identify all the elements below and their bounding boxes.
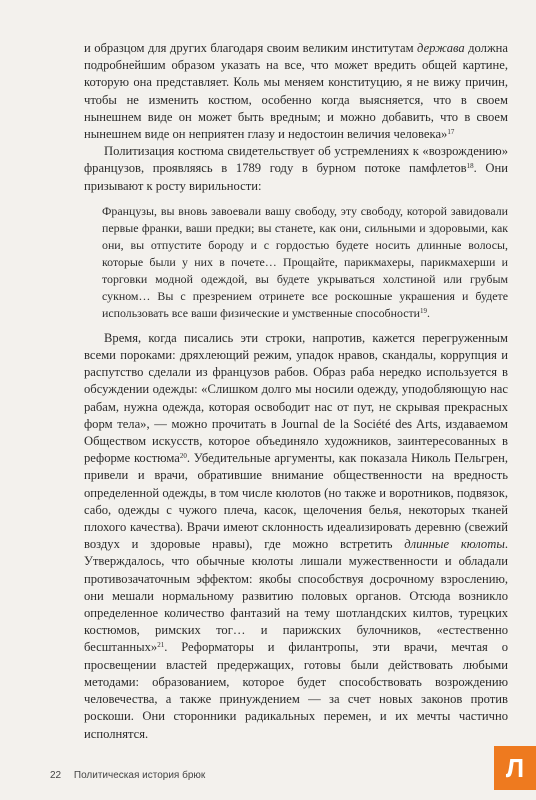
running-title: Политическая история брюк bbox=[73, 770, 206, 781]
text-run: . Утверждалось, что обычные кюлоты лишали мужественности и обладали противозачаточным эффектом: якобы способствуя досрочному взрослению, они мешали нормальному развитию половых органов. Отсюда возникло определенное количество фантазий на тему шотландских килтов, турецких костюмов, римских тог… и парижских булочников, «естественно бесштанных» bbox=[84, 537, 508, 655]
text-run: Политизация костюма свидетельствует об устремлениях к «возрождению» французов, проявляясь в 1789 году в бурном потоке памфлетов bbox=[84, 144, 508, 176]
italic-text: держава bbox=[417, 41, 465, 55]
footnote-ref: 19 bbox=[420, 306, 428, 315]
text-run: . bbox=[427, 305, 431, 320]
paragraph bbox=[84, 143, 508, 195]
footnote-ref: 21 bbox=[157, 641, 165, 650]
footnote-ref: 20 bbox=[179, 452, 187, 461]
block-quote bbox=[102, 203, 508, 322]
text-run: Французы, вы вновь завоевали вашу свободу, эту свободу, которой завидовали первые франки, ваши предки; вы станете, как они, сильными и здоровыми, как они, вы отпустите бороду и с гордостью будете носить длинные волосы, которые были у них в почете… Прощайте, парикмахеры, парикмахерши и торговки модной одеждой, вы будете укрываться холстиной или грубым сукном… Вы с презрением отринете все роскошные украшения и будете использовать все ваши физические и умственные способности bbox=[102, 203, 508, 320]
paragraph-gap bbox=[84, 195, 508, 203]
text-run: . Реформаторы и филантропы, эти врачи, мечтая о просвещении властей предержащих, готовы были действовать любыми методами: образованием, которое будет способствовать возрождению человечества, а также принуждением — за счет новых законов против роскоши. Они сторонники радикальных перемен, и их мечты частично исполнятся. bbox=[84, 640, 508, 741]
body-text bbox=[84, 40, 508, 743]
text-run: должна подробнейшим образом указать на все, что может вредить общей картине, которую она представляет. Коль мы меняем конституцию, я не вижу причин, чтобы не изменить костюм, особенно когда выясняется, что в своем нынешнем виде он может быть вредным; и можно добавить, что в своем нынешнем виде он неприятен глазу и недостоин величия человека» bbox=[84, 41, 508, 142]
text-run: Время, когда писались эти строки, напротив, кажется перегруженным всеми пороками: дряхлеющий режим, упадок нравов, скандалы, коррупция и распутство сделали из французов рабов. Образ раба нередко используется в обсуждении одежды: «Слишком долго мы носили одежду, уподобляющую нас рабам, нужна одежда, которая освободит нас от пут, не скрывая прекрасных форм тела», — можно прочитать в Journal de la Société des Arts, издаваемом Обществом искусств, которое объединяло художников, заинтересованных в реформе костюма bbox=[84, 330, 508, 466]
page-footer bbox=[50, 770, 215, 781]
page-number: 22 bbox=[50, 770, 62, 781]
paragraph-gap bbox=[84, 322, 508, 330]
footnote-ref: 17 bbox=[447, 128, 455, 137]
footnote-ref: 18 bbox=[466, 162, 474, 171]
text-run: . Они призывают к росту вирильности: bbox=[84, 161, 509, 193]
badge-letter: Л bbox=[505, 752, 525, 783]
text-run: . Убедительные аргументы, как показала Николь Пельгрен, привели и врачи, обратившие внимание общественности на вредность определенной одежды, в том числе кюлотов (но также и воротников, подвязок, сабо, одежды с чужого плеча, касок, щелочения белья, некоторых тканей плохого качества). Врачи имеют склонность идеализировать деревню (свежий воздух и здоровые нравы), где можно встретить bbox=[84, 451, 508, 552]
italic-text: длинные кюлоты bbox=[404, 537, 505, 552]
paragraph bbox=[84, 330, 508, 743]
text-run: и образцом для других благодаря своим великим институтам bbox=[84, 41, 418, 55]
paragraph bbox=[84, 40, 508, 143]
publisher-logo-badge bbox=[494, 746, 536, 790]
